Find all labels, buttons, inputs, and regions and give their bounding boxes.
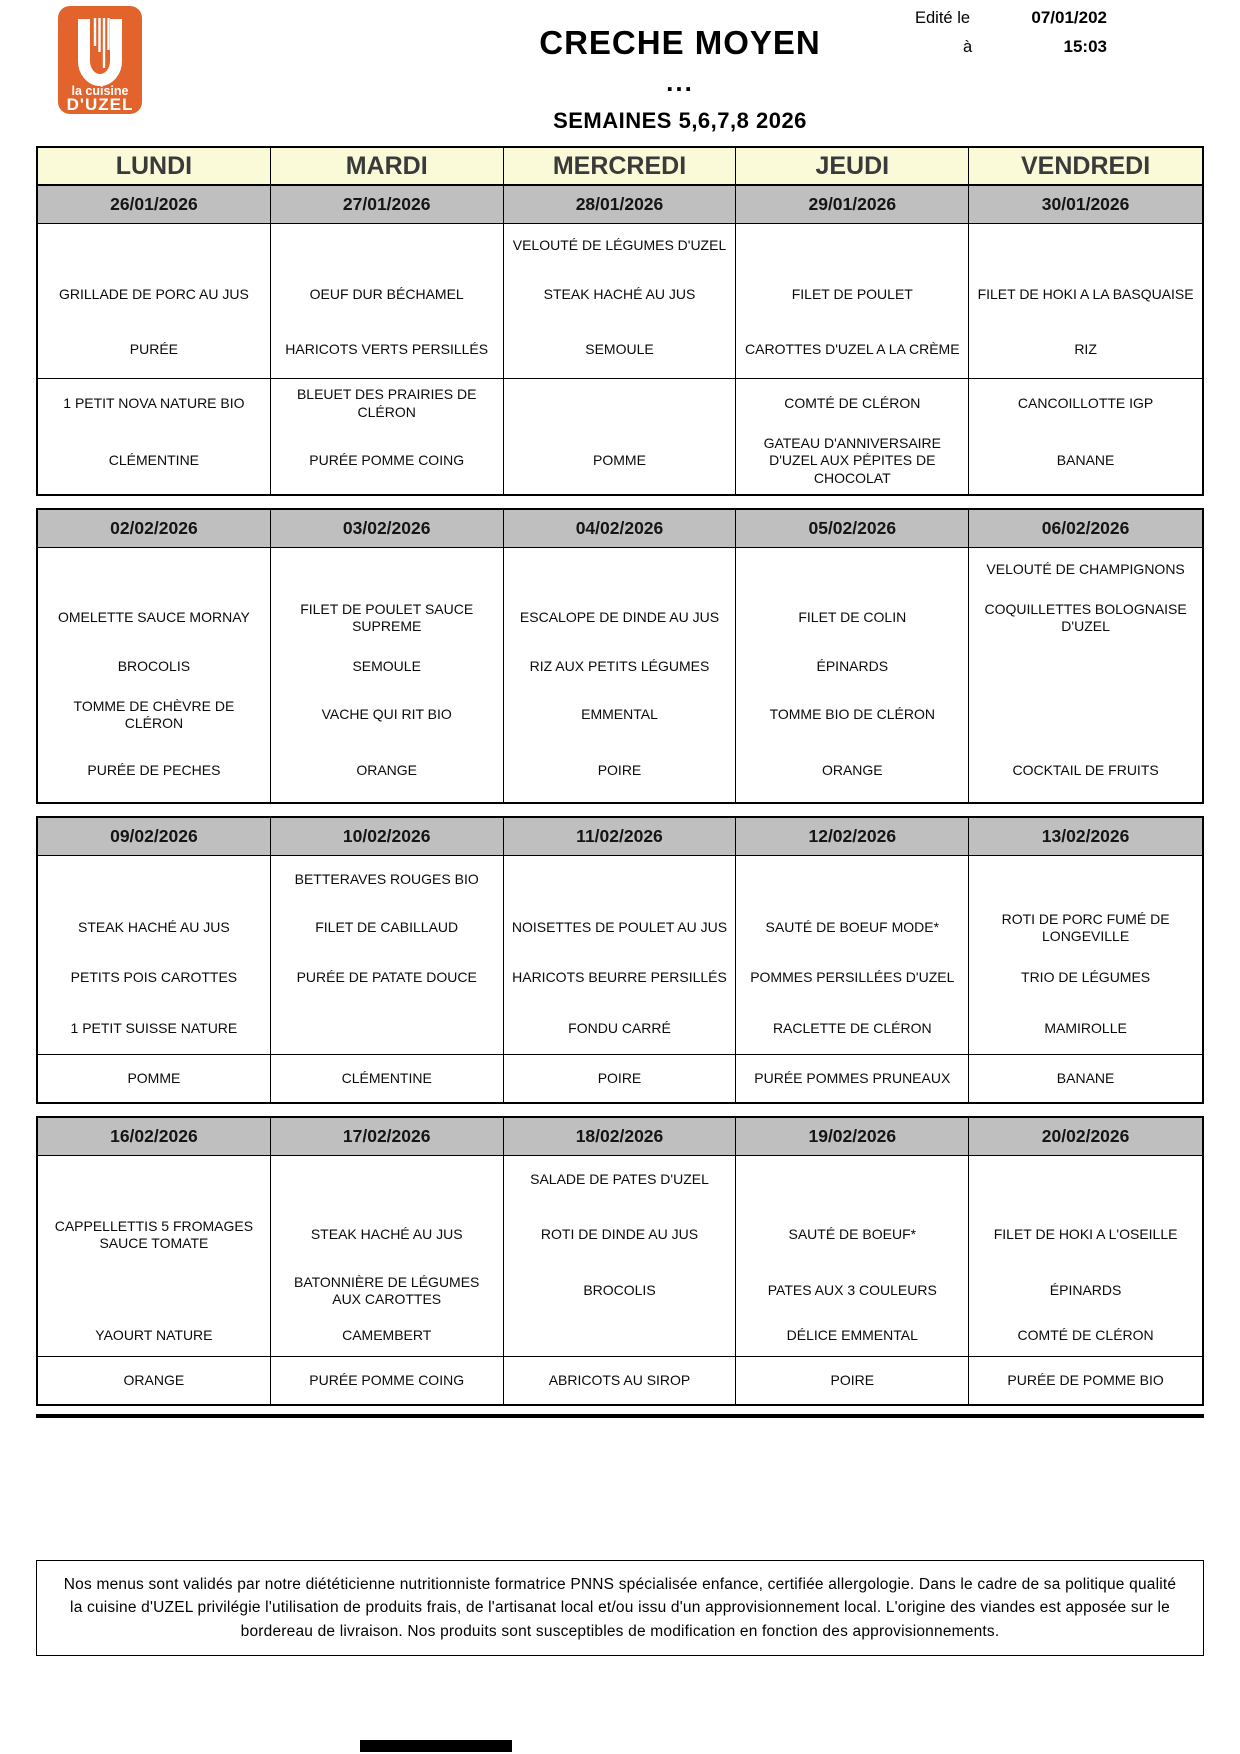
- main-dish-row: [38, 592, 1202, 644]
- menu-item-cell: [504, 379, 737, 428]
- menu-item-cell: [736, 548, 969, 592]
- menu-item-cell: [271, 224, 504, 268]
- menu-item-cell: FILET DE POULET: [736, 268, 969, 322]
- date-cell: 03/02/2026: [271, 510, 504, 547]
- cheese-row: [38, 378, 1202, 428]
- dessert-row: [38, 1356, 1202, 1404]
- menu-item-cell: [38, 224, 271, 268]
- menu-item-cell: BANANE: [1056, 452, 1115, 469]
- date-cell: 12/02/2026: [736, 818, 969, 855]
- date-cell: 26/01/2026: [38, 186, 271, 223]
- edited-at-label: à: [963, 38, 973, 56]
- menu-item-cell: TRIO DE LÉGUMES: [1021, 969, 1151, 986]
- date-cell: 11/02/2026: [504, 818, 737, 855]
- menu-item-cell: CANCOILLOTTE IGP: [1017, 394, 1154, 411]
- menu-item-cell: 1 PETIT SUISSE NATURE: [38, 1004, 271, 1054]
- menu-item-cell: POMME: [504, 428, 737, 494]
- day-header-mardi: MARDI: [271, 148, 504, 184]
- main-dish-row: [38, 1204, 1202, 1266]
- date-cell: 18/02/2026: [504, 1118, 737, 1155]
- menu-item-cell: [38, 548, 271, 592]
- menu-item-cell: BETTERAVES ROUGES BIO: [271, 856, 504, 904]
- menu-item-cell: VACHE QUI RIT BIO: [271, 690, 504, 740]
- menu-item-cell: OMELETTE SAUCE MORNAY: [38, 592, 271, 644]
- week-block-3: [36, 816, 1204, 1104]
- menu-item-cell: COMTÉ DE CLÉRON: [1017, 1327, 1154, 1344]
- date-row: [38, 1118, 1202, 1156]
- menu-item-cell: [271, 1156, 504, 1204]
- menu-item-cell: TOMME BIO DE CLÉRON: [736, 690, 969, 740]
- menu-item-cell: [969, 224, 1202, 268]
- menu-item-cell: [969, 644, 1202, 690]
- date-cell: 04/02/2026: [504, 510, 737, 547]
- menu-item-cell: POIRE: [504, 740, 737, 802]
- menu-item-cell: FONDU CARRÉ: [504, 1004, 737, 1054]
- menu-item-cell: GRILLADE DE PORC AU JUS: [38, 268, 271, 322]
- menu-item-cell: [969, 690, 1202, 740]
- menu-item-cell: POIRE: [504, 1055, 737, 1102]
- side-dish-row: [38, 1266, 1202, 1316]
- day-header-mercredi: MERCREDI: [504, 148, 737, 184]
- menu-item-cell: STEAK HACHÉ AU JUS: [504, 268, 737, 322]
- date-cell: 30/01/2026: [1041, 193, 1130, 214]
- menu-item-cell: DÉLICE EMMENTAL: [736, 1316, 969, 1356]
- menu-item-cell: [271, 548, 504, 592]
- menu-item-cell: PETITS POIS CAROTTES: [38, 952, 271, 1004]
- menu-item-cell: STEAK HACHÉ AU JUS: [271, 1204, 504, 1266]
- page-title: CRECHE MOYEN: [539, 24, 821, 61]
- side-dish-row: [38, 952, 1202, 1004]
- date-cell: 06/02/2026: [1041, 517, 1130, 538]
- date-cell: 29/01/2026: [736, 186, 969, 223]
- date-cell: 20/02/2026: [1041, 1125, 1130, 1146]
- uzel-fork-logo-icon: [58, 6, 142, 114]
- menu-item-cell: COMTÉ DE CLÉRON: [736, 379, 969, 428]
- menu-item-cell: ÉPINARDS: [736, 644, 969, 690]
- menu-item-cell: CAPPELLETTIS 5 FROMAGES SAUCE TOMATE: [38, 1204, 271, 1266]
- day-header-lundi: LUNDI: [38, 148, 271, 184]
- menu-item-cell: ORANGE: [736, 740, 969, 802]
- menu-item-cell: VELOUTÉ DE LÉGUMES D'UZEL: [504, 224, 737, 268]
- date-cell: 17/02/2026: [271, 1118, 504, 1155]
- menu-item-cell: [504, 856, 737, 904]
- day-header-row: [36, 146, 1204, 184]
- menu-item-cell: HARICOTS BEURRE PERSILLÉS: [504, 952, 737, 1004]
- starter-row: [38, 856, 1202, 904]
- date-cell: 13/02/2026: [1041, 825, 1130, 846]
- menu-item-cell: COQUILLETTES BOLOGNAISE D'UZEL: [984, 600, 1187, 634]
- logo-text-top: la cuisine: [71, 84, 129, 98]
- menu-item-cell: [736, 224, 969, 268]
- menu-item-cell: ÉPINARDS: [1049, 1282, 1122, 1299]
- date-cell: 16/02/2026: [38, 1118, 271, 1155]
- main-dish-row: [38, 904, 1202, 952]
- menu-item-cell: [271, 1004, 504, 1054]
- menu-item-cell: FILET DE CABILLAUD: [271, 904, 504, 952]
- menu-item-cell: ABRICOTS AU SIROP: [504, 1357, 737, 1404]
- menu-item-cell: CLÉMENTINE: [38, 428, 271, 494]
- menu-item-cell: RACLETTE DE CLÉRON: [736, 1004, 969, 1054]
- week-block-4: [36, 1116, 1204, 1406]
- date-row: [38, 186, 1202, 224]
- menu-item-cell: PURÉE POMMES PRUNEAUX: [736, 1055, 969, 1102]
- starter-row: [38, 548, 1202, 592]
- date-cell: 09/02/2026: [38, 818, 271, 855]
- menu-item-cell: SEMOULE: [504, 322, 737, 378]
- menu-item-cell: [736, 856, 969, 904]
- menu-item-cell: SAUTÉ DE BOEUF MODE*: [736, 904, 969, 952]
- page-subtitle: SEMAINES 5,6,7,8 2026: [553, 108, 807, 133]
- cheese-row: [38, 1004, 1202, 1054]
- menu-item-cell: PURÉE DE PATATE DOUCE: [271, 952, 504, 1004]
- dessert-row: [38, 740, 1202, 802]
- menu-item-cell: FILET DE COLIN: [736, 592, 969, 644]
- menu-item-cell: BATONNIÈRE DE LÉGUMES AUX CAROTTES: [271, 1266, 504, 1316]
- bottom-bar-artifact: [360, 1740, 512, 1752]
- date-cell: 27/01/2026: [271, 186, 504, 223]
- day-header-jeudi: JEUDI: [736, 148, 969, 184]
- side-dish-row: [38, 644, 1202, 690]
- menu-item-cell: CLÉMENTINE: [271, 1055, 504, 1102]
- menu-item-cell: FILET DE POULET SAUCE SUPREME: [271, 592, 504, 644]
- edited-label: Edité le: [915, 9, 971, 27]
- menu-item-cell: POIRE: [736, 1357, 969, 1404]
- date-cell: 05/02/2026: [736, 510, 969, 547]
- menu-item-cell: [38, 856, 271, 904]
- menu-item-cell: BROCOLIS: [38, 644, 271, 690]
- menu-item-cell: PURÉE DE PECHES: [38, 740, 271, 802]
- week-block-1: [36, 184, 1204, 496]
- menu-item-cell: SALADE DE PATES D'UZEL: [504, 1156, 737, 1204]
- menu-item-cell: PURÉE POMME COING: [271, 428, 504, 494]
- separator-rule: [36, 1414, 1204, 1418]
- menu-item-cell: FILET DE HOKI A L'OSEILLE: [993, 1226, 1178, 1243]
- menu-item-cell: STEAK HACHÉ AU JUS: [38, 904, 271, 952]
- menu-item-cell: TOMME DE CHÈVRE DE CLÉRON: [38, 690, 271, 740]
- date-row: [38, 818, 1202, 856]
- menu-item-cell: GATEAU D'ANNIVERSAIRE D'UZEL AUX PÉPITES DE CHOCOLAT: [736, 428, 969, 494]
- cheese-row: [38, 690, 1202, 740]
- menu-item-cell: POMME: [38, 1055, 271, 1102]
- logo-text-bottom: D'UZEL: [66, 95, 134, 114]
- edited-date: 07/01/202: [1031, 8, 1107, 27]
- title-ellipsis: ...: [666, 67, 694, 97]
- menu-item-cell: [736, 1156, 969, 1204]
- disclaimer-box: Nos menus sont validés par notre diététicienne nutritionniste formatrice PNNS spécialisée enfance, certifiée allergologie. Dans le cadre de sa politique qualité la cuisine d'UZEL privilégie l'utilisation de produits frais, de l'artisanat local et/ou issu d'un approvisionnement local. L'origine des viandes est apposée sur le bordereau de livraison. Nos produits sont susceptibles de modification en fonction des approvisionnements.: [36, 1560, 1204, 1656]
- menu-item-cell: ESCALOPE DE DINDE AU JUS: [504, 592, 737, 644]
- menu-item-cell: [504, 1316, 737, 1356]
- menu-item-cell: ROTI DE DINDE AU JUS: [504, 1204, 737, 1266]
- edited-time: 15:03: [1063, 37, 1107, 56]
- menu-item-cell: EMMENTAL: [504, 690, 737, 740]
- menu-item-cell: SAUTÉ DE BOEUF*: [736, 1204, 969, 1266]
- menu-item-cell: ORANGE: [271, 740, 504, 802]
- menu-item-cell: [38, 1156, 271, 1204]
- menu-item-cell: BLEUET DES PRAIRIES DE CLÉRON: [271, 379, 504, 428]
- day-header-vendredi: VENDREDI: [1021, 151, 1151, 180]
- date-cell: 02/02/2026: [38, 510, 271, 547]
- menu-item-cell: [38, 1266, 271, 1316]
- menu-item-cell: BANANE: [1056, 1069, 1115, 1086]
- menu-item-cell: 1 PETIT NOVA NATURE BIO: [38, 379, 271, 428]
- edited-block: [915, 8, 1107, 66]
- menu-item-cell: SEMOULE: [271, 644, 504, 690]
- date-row: [38, 510, 1202, 548]
- cheese-row: [38, 1316, 1202, 1356]
- logo: [58, 6, 142, 114]
- menu-item-cell: BROCOLIS: [504, 1266, 737, 1316]
- title-block: [430, 0, 930, 140]
- menu-item-cell: RIZ AUX PETITS LÉGUMES: [504, 644, 737, 690]
- menu-item-cell: CAROTTES D'UZEL A LA CRÈME: [736, 322, 969, 378]
- menu-item-cell: CAMEMBERT: [271, 1316, 504, 1356]
- starter-row: [38, 224, 1202, 268]
- menu-item-cell: PURÉE: [38, 322, 271, 378]
- menu-item-cell: MAMIROLLE: [1044, 1020, 1127, 1037]
- menu-item-cell: ORANGE: [38, 1357, 271, 1404]
- main-dish-row: [38, 268, 1202, 322]
- week-block-2: [36, 508, 1204, 804]
- menu-item-cell: [969, 856, 1202, 904]
- menu-item-cell: [504, 548, 737, 592]
- menu-item-cell: PURÉE POMME COING: [271, 1357, 504, 1404]
- menu-table: [36, 146, 1204, 1418]
- menu-item-cell: PURÉE DE POMME BIO: [1007, 1371, 1164, 1388]
- menu-item-cell: RIZ: [1074, 341, 1097, 358]
- starter-row: [38, 1156, 1202, 1204]
- menu-item-cell: VELOUTÉ DE CHAMPIGNONS: [986, 561, 1185, 578]
- menu-item-cell: ROTI DE PORC FUMÉ DE LONGEVILLE: [1001, 910, 1170, 944]
- menu-item-cell: YAOURT NATURE: [38, 1316, 271, 1356]
- menu-item-cell: COCKTAIL DE FRUITS: [1012, 762, 1159, 779]
- menu-item-cell: FILET DE HOKI A LA BASQUAISE: [977, 286, 1194, 303]
- menu-item-cell: OEUF DUR BÉCHAMEL: [271, 268, 504, 322]
- menu-item-cell: POMMES PERSILLÉES D'UZEL: [736, 952, 969, 1004]
- date-cell: 28/01/2026: [504, 186, 737, 223]
- side-dish-row: [38, 322, 1202, 378]
- menu-item-cell: PATES AUX 3 COULEURS: [736, 1266, 969, 1316]
- dessert-row: [38, 428, 1202, 494]
- date-cell: 10/02/2026: [271, 818, 504, 855]
- menu-item-cell: NOISETTES DE POULET AU JUS: [504, 904, 737, 952]
- menu-item-cell: [969, 1156, 1202, 1204]
- date-cell: 19/02/2026: [736, 1118, 969, 1155]
- dessert-row: [38, 1054, 1202, 1102]
- menu-item-cell: HARICOTS VERTS PERSILLÉS: [271, 322, 504, 378]
